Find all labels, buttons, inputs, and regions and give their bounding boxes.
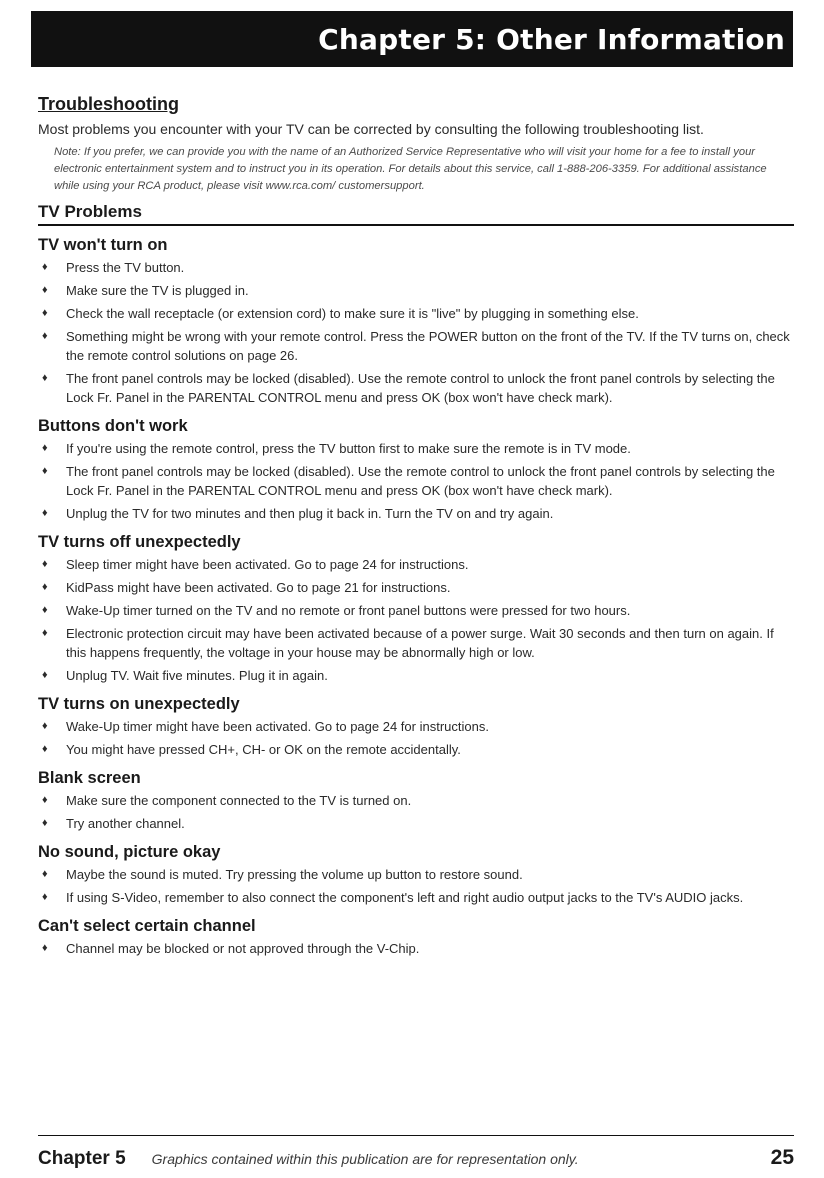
- list-item-text: Electronic protection circuit may have been activated because of a power surge. Wait 30 seconds and then turn on again. If this happens frequently, the voltage in your house may be abnormally high or low.: [66, 626, 774, 660]
- footer-chapter-label: Chapter 5: [38, 1148, 126, 1169]
- bullet-list: [38, 555, 794, 685]
- chapter-title: Chapter 5: Other Information: [318, 22, 785, 56]
- bullet-icon: ♦: [42, 284, 48, 296]
- bullet-list: [38, 791, 794, 833]
- list-item-text: Unplug the TV for two minutes and then plug it back in. Turn the TV on and try again.: [66, 506, 554, 521]
- list-item-text: The front panel controls may be locked (disabled). Use the remote control to unlock the front panel controls by selecting the Lock Fr. Panel in the PARENTAL CONTROL menu and press OK (box won't have check mark).: [66, 464, 775, 498]
- list-item: [38, 578, 794, 597]
- bullet-icon: ♦: [42, 372, 48, 384]
- list-item: [38, 865, 794, 884]
- problem-title: TV won't turn on: [38, 236, 168, 254]
- problem-title: Buttons don't work: [38, 417, 188, 435]
- list-item-text: KidPass might have been activated. Go to page 21 for instructions.: [66, 580, 451, 595]
- bullet-list: [38, 939, 794, 958]
- bullet-icon: ♦: [42, 558, 48, 570]
- bullet-icon: ♦: [42, 794, 48, 806]
- list-item-text: If using S-Video, remember to also connect the component's left and right audio output jacks to the TV's AUDIO jacks.: [66, 890, 744, 905]
- list-item: [38, 740, 794, 759]
- list-item: [38, 717, 794, 736]
- bullet-icon: ♦: [42, 627, 48, 639]
- list-item: [38, 369, 794, 407]
- note-paragraph: Note: If you prefer, we can provide you with the name of an Authorized Service Representative who will visit your home for a fee to install your electronic entertainment system and to instruct you in its operation. For details about this service, call 1-888-206-3359. For additional assistance while using your RCA product, please visit www.rca.com/ customersupport.: [54, 146, 767, 192]
- bullet-list: [38, 717, 794, 759]
- problem-title: Can't select certain channel: [38, 917, 256, 935]
- list-item-text: Try another channel.: [66, 816, 185, 831]
- page-number: 25: [770, 1146, 794, 1169]
- list-item: [38, 888, 794, 907]
- bullet-icon: ♦: [42, 442, 48, 454]
- list-item: [38, 462, 794, 500]
- problem-title: Blank screen: [38, 769, 141, 787]
- list-item-text: Make sure the component connected to the TV is turned on.: [66, 793, 412, 808]
- list-item-text: Press the TV button.: [66, 260, 185, 275]
- bullet-icon: ♦: [42, 891, 48, 903]
- subsection-title-tv-problems: TV Problems: [38, 202, 794, 226]
- list-item-text: Maybe the sound is muted. Try pressing the volume up button to restore sound.: [66, 867, 523, 882]
- bullet-icon: ♦: [42, 868, 48, 880]
- list-item: [38, 666, 794, 685]
- bullet-icon: ♦: [42, 307, 48, 319]
- list-item-text: If you're using the remote control, press the TV button first to make sure the remote is in TV mode.: [66, 441, 631, 456]
- bullet-icon: ♦: [42, 743, 48, 755]
- bullet-icon: ♦: [42, 507, 48, 519]
- bullet-list: [38, 439, 794, 523]
- bullet-icon: ♦: [42, 261, 48, 273]
- list-item-text: Channel may be blocked or not approved through the V-Chip.: [66, 941, 420, 956]
- list-item-text: Wake-Up timer turned on the TV and no remote or front panel buttons were pressed for two hours.: [66, 603, 631, 618]
- list-item-text: Unplug TV. Wait five minutes. Plug it in again.: [66, 668, 328, 683]
- bullet-icon: ♦: [42, 720, 48, 732]
- intro-paragraph: Most problems you encounter with your TV can be corrected by consulting the following troubleshooting list.: [38, 121, 704, 137]
- bullet-icon: ♦: [42, 581, 48, 593]
- list-item: [38, 939, 794, 958]
- list-item-text: You might have pressed CH+, CH- or OK on the remote accidentally.: [66, 742, 461, 757]
- bullet-list: [38, 258, 794, 407]
- list-item: [38, 439, 794, 458]
- list-item-text: Sleep timer might have been activated. Go to page 24 for instructions.: [66, 557, 469, 572]
- list-item: [38, 258, 794, 277]
- bullet-icon: ♦: [42, 942, 48, 954]
- list-item: [38, 281, 794, 300]
- list-item-text: Make sure the TV is plugged in.: [66, 283, 249, 298]
- bullet-list: [38, 865, 794, 907]
- list-item: [38, 814, 794, 833]
- problem-title: No sound, picture okay: [38, 843, 221, 861]
- list-item: [38, 504, 794, 523]
- list-item: [38, 327, 794, 365]
- problem-groups: [38, 235, 794, 958]
- footer-disclaimer: Graphics contained within this publication are for representation only.: [151, 1151, 579, 1167]
- page-footer: [38, 1146, 794, 1174]
- footer-divider: [38, 1135, 794, 1136]
- list-item: [38, 791, 794, 810]
- list-item: [38, 601, 794, 620]
- list-item-text: Check the wall receptacle (or extension cord) to make sure it is "live" by plugging in something else.: [66, 306, 639, 321]
- chapter-banner: [31, 11, 793, 67]
- list-item-text: Wake-Up timer might have been activated. Go to page 24 for instructions.: [66, 719, 489, 734]
- bullet-icon: ♦: [42, 465, 48, 477]
- problem-title: TV turns on unexpectedly: [38, 695, 240, 713]
- list-item-text: Something might be wrong with your remote control. Press the POWER button on the front of the TV. If the TV turns on, check the remote control solutions on page 26.: [66, 329, 790, 363]
- list-item: [38, 555, 794, 574]
- bullet-icon: ♦: [42, 604, 48, 616]
- bullet-icon: ♦: [42, 669, 48, 681]
- list-item-text: The front panel controls may be locked (disabled). Use the remote control to unlock the front panel controls by selecting the Lock Fr. Panel in the PARENTAL CONTROL menu and press OK (box won't have check mark).: [66, 371, 775, 405]
- problem-title: TV turns off unexpectedly: [38, 533, 241, 551]
- list-item: [38, 624, 794, 662]
- bullet-icon: ♦: [42, 817, 48, 829]
- bullet-icon: ♦: [42, 330, 48, 342]
- section-title-troubleshooting: Troubleshooting: [38, 94, 179, 114]
- page-content: [38, 93, 794, 962]
- list-item: [38, 304, 794, 323]
